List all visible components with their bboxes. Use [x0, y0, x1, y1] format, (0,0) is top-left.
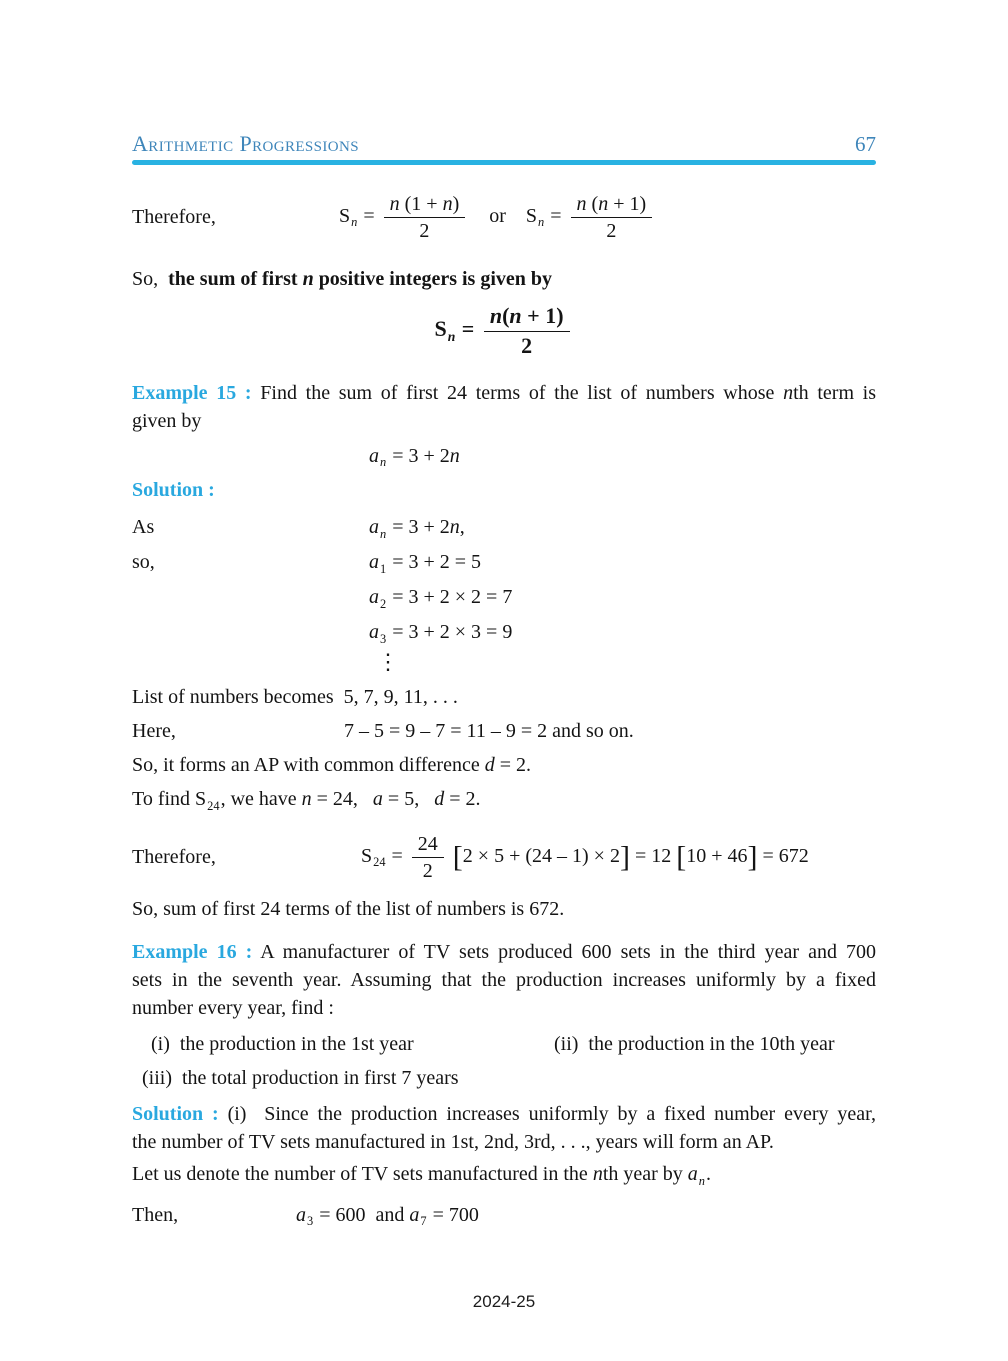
example-16-line-3: number every year, find :: [132, 997, 334, 1019]
ap-common-difference-line: So, it forms an AP with common difference d = 2.: [132, 754, 532, 776]
so-small-label: so,: [132, 551, 155, 573]
example-16-heading: Example 16 :: [132, 941, 253, 963]
fraction: $\frac{n (n + 1)}{2}$: [571, 192, 653, 243]
let-us-denote-line: Let us denote the number of TV sets manufactured in the nth year by $a_n$.: [132, 1163, 711, 1188]
formula-a1: $a_1 = 3 + 2 = 5$: [369, 551, 482, 576]
equation-row-s24: [132, 826, 876, 888]
example-15-paragraph: [132, 379, 876, 435]
example-15-line-2: given by: [132, 410, 202, 432]
here-label: Here,: [132, 719, 176, 742]
solution-16-heading: Solution :: [132, 1103, 219, 1125]
fraction: $\frac{n(n + 1)}{2}$: [484, 303, 570, 359]
formula-an-general: $a_n = 3 + 2n$,: [369, 516, 465, 541]
example-16-text-1: A manufacturer of TV sets produced 600 sets in the third year and 700: [252, 941, 876, 963]
example-15-line-1: [132, 379, 876, 407]
vertical-ellipsis: ⋮: [377, 649, 399, 674]
display-formula-an: [132, 441, 876, 471]
formula-sn-or-sn: $S_n$ = $\frac{n (1 + n)}{2}$ or $S_n$ = $\frac{n (n + 1)}{2}$: [339, 192, 656, 243]
difference-chain: 7 – 5 = 9 – 7 = 11 – 9 = 2 and so on.: [344, 719, 634, 742]
example-16-line-1: [132, 938, 876, 966]
header-rule: [132, 160, 876, 165]
equation-row-a2: [132, 580, 876, 615]
display-formula-sn: [132, 303, 876, 359]
as-label: As: [132, 516, 155, 538]
solution-16-line-1: [132, 1100, 876, 1128]
fraction: $\frac{24}{2}$: [412, 832, 444, 883]
chapter-title: Arithmetic Progressions: [132, 131, 360, 156]
page-header: [132, 0, 876, 165]
equation-row-a1: [132, 545, 876, 580]
here-line: [132, 714, 876, 748]
to-find-line: To find $S_{24}$, we have n = 24, a = 5, d = 2.: [132, 788, 481, 813]
formula-a2: $a_2 = 3 + 2 \times 2 = 7$: [369, 586, 513, 611]
item-ii: (ii) the production in the 10th year: [554, 1033, 835, 1055]
formula-a3: $a_3 = 3 + 2 \times 3 = 9$: [369, 621, 513, 646]
therefore-label-2: Therefore,: [132, 845, 216, 868]
sum-statement-bold-text: the sum of first n positive integers is given by: [168, 268, 553, 290]
sum-result-line: So, sum of first 24 terms of the list of numbers is 672.: [132, 898, 565, 920]
equation-row-then: [132, 1198, 876, 1232]
solution-16-paragraph: [132, 1100, 876, 1156]
item-i: (i) the production in the 1st year: [151, 1033, 414, 1055]
item-iii: (iii) the total production in first 7 years: [142, 1067, 459, 1089]
solution-16-text-1: (i) Since the production increases uniformly by a fixed number every year,: [218, 1103, 876, 1125]
example-16-paragraph: [132, 938, 876, 1022]
equation-row-a3: [132, 615, 876, 650]
therefore-label: Therefore,: [132, 205, 216, 228]
find-items-row: [132, 1030, 876, 1058]
footer-edition: 2024-25: [472, 1292, 536, 1311]
solution-15-heading-line: [132, 476, 876, 504]
formula-s24: $S_{24}$ = $\frac{24}{2}$ [2 × 5 + (24 – 1) × 2] = 12 [10 + 46] = 672: [361, 832, 809, 882]
so-label: So,: [132, 268, 169, 290]
solution-15-heading: Solution :: [132, 479, 215, 501]
fraction: $\frac{n (1 + n)}{2}$: [384, 192, 466, 243]
then-label: Then,: [132, 1203, 179, 1226]
list-of-numbers-line: List of numbers becomes 5, 7, 9, 11, . . .: [132, 686, 458, 708]
example-15-text: Find the sum of first 24 terms of the list of numbers whose nth term is: [251, 382, 877, 404]
equation-row-as: [132, 510, 876, 545]
formula-a3-a7: $a_3 = 600$ and $a_7 = 700$: [296, 1203, 479, 1229]
formula-an: $a_n = 3 + 2n$: [369, 444, 460, 470]
statement-sum-of-integers: [132, 265, 876, 293]
example-16-line-2: sets in the seventh year. Assuming that the production increases uniformly by a fixed: [132, 969, 876, 991]
equation-row-therefore-1: [132, 185, 876, 249]
page-number: 67: [855, 132, 876, 156]
solution-16-line-2: the number of TV sets manufactured in 1st, 2nd, 3rd, . . ., years will form an AP.: [132, 1131, 774, 1153]
example-15-heading: Example 15 :: [132, 382, 252, 404]
formula-sn-bold: $S_n$ = $\frac{n(n + 1)}{2}$: [434, 303, 573, 359]
